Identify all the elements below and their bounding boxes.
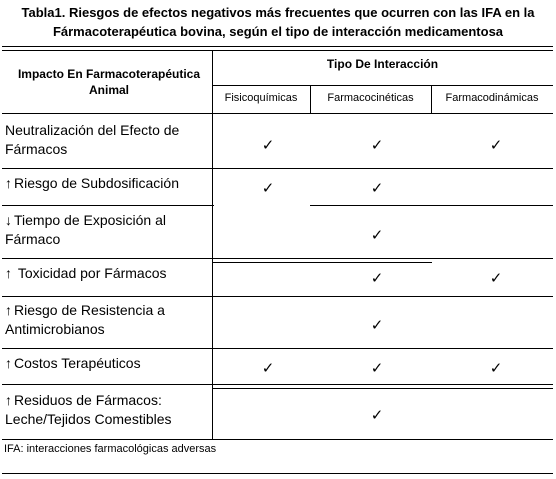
check-icon: ✓ xyxy=(370,227,384,244)
table-row-label: ↑ Costos Terapéuticos xyxy=(5,355,141,371)
rule-bottom xyxy=(2,473,553,474)
check-icon: ✓ xyxy=(261,360,275,377)
table-row-label: ↑ Riesgo de Subdosificación xyxy=(5,175,179,191)
rule-row-2 xyxy=(2,205,214,206)
rule-table-bottom xyxy=(2,439,553,440)
table-row-label: ↓ Tiempo de Exposición al Fármaco xyxy=(5,212,167,247)
header-tipo: Tipo De Interacción xyxy=(326,57,439,71)
rule-row-2b xyxy=(310,205,553,206)
arrow-up-icon: ↑ xyxy=(5,175,12,191)
header-farmacocineticas: Farmacocinéticas xyxy=(327,92,414,104)
check-icon: ✓ xyxy=(370,137,384,154)
check-icon: ✓ xyxy=(489,137,503,154)
check-icon: ✓ xyxy=(489,360,503,377)
rule-row-6 xyxy=(2,384,553,385)
rule-row-5 xyxy=(2,348,553,349)
rule-row-3 xyxy=(2,258,553,259)
arrow-down-icon: ↓ xyxy=(5,212,12,228)
rule-top xyxy=(2,46,553,47)
check-icon: ✓ xyxy=(370,180,384,197)
check-icon: ✓ xyxy=(370,360,384,377)
arrow-up-icon: ↑ xyxy=(5,392,12,408)
check-icon: ✓ xyxy=(261,180,275,197)
title-line-1: Tabla1. Riesgos de efectos negativos más frecuentes que ocurren con las IFA en la xyxy=(21,5,535,20)
rule-row-4b xyxy=(212,262,432,263)
rule-row-1 xyxy=(2,168,553,169)
check-icon: ✓ xyxy=(370,317,384,334)
arrow-up-icon: ↑ xyxy=(5,265,12,281)
rule-row-4 xyxy=(2,296,553,297)
arrow-up-icon: ↑ xyxy=(5,355,12,371)
footnote: IFA: interacciones farmacológicas adversas xyxy=(4,443,217,455)
title-line-2: Fármacoterapéutica bovina, según el tipo de interacción medicamentosa xyxy=(52,24,504,39)
arrow-up-icon: ↑ xyxy=(5,302,12,318)
check-icon: ✓ xyxy=(370,407,384,424)
table-title xyxy=(0,3,556,41)
rule-col-divider xyxy=(212,50,213,439)
check-icon: ✓ xyxy=(261,137,275,154)
rule-subheader-top xyxy=(212,85,553,86)
rule-row-6b xyxy=(212,388,553,389)
header-impact: Impacto En Farmacoterapéutica Animal xyxy=(17,67,201,97)
check-icon: ✓ xyxy=(370,270,384,287)
check-icon: ✓ xyxy=(489,270,503,287)
table-row-label: ↑ Riesgo de Resistencia a Antimicrobianos xyxy=(5,302,165,337)
rule-header-bottom xyxy=(2,113,553,114)
header-farmacodinamicas: Farmacodinámicas xyxy=(445,92,539,104)
rule-top-2 xyxy=(2,50,553,51)
table-row-label: ↑ Toxicidad por Fármacos xyxy=(5,265,167,281)
table-row-label: ↑ Residuos de Fármacos: Leche/Tejidos Comestibles xyxy=(5,392,172,427)
table-row-label: Neutralización del Efecto de Fármacos xyxy=(5,122,180,157)
header-fisicoquimicas: Fisicoquímicas xyxy=(224,92,298,104)
